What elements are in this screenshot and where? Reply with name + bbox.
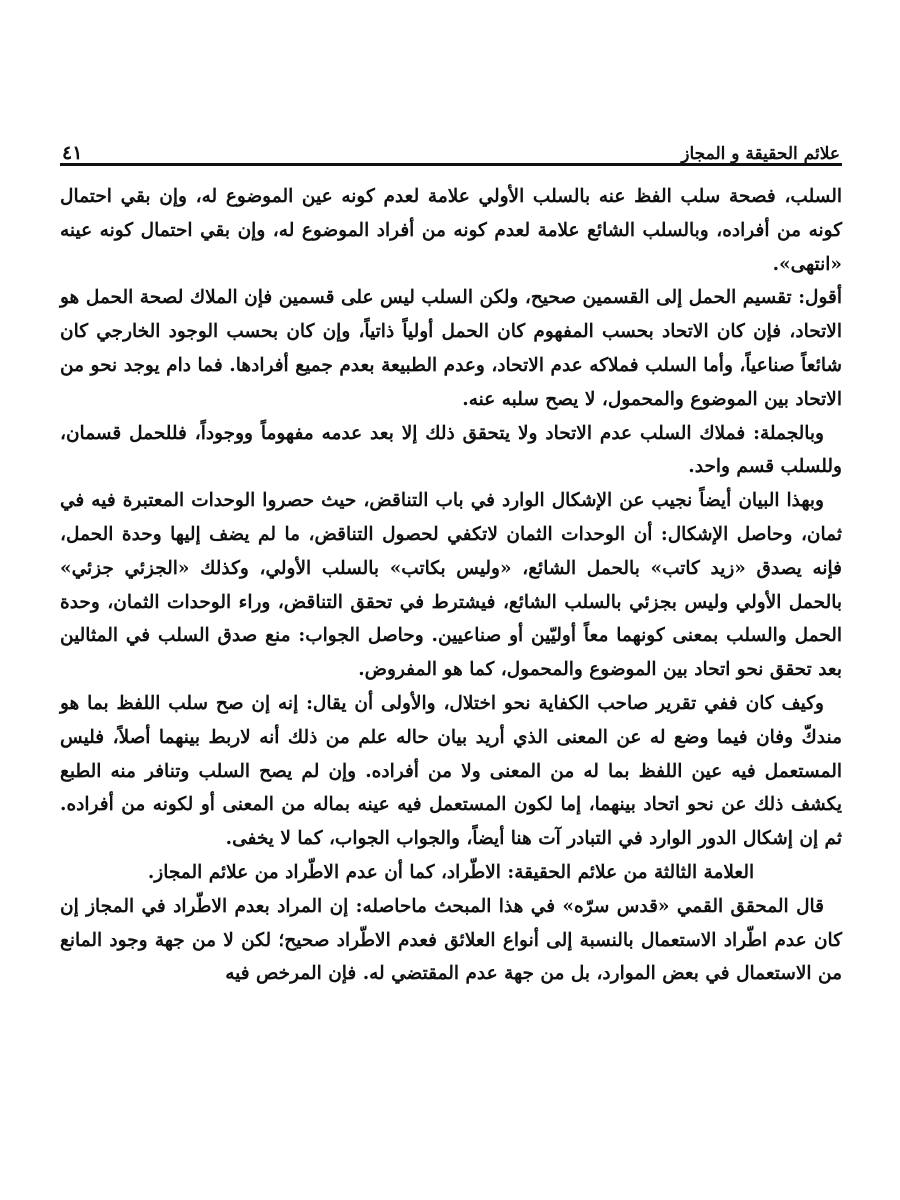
paragraph-text: وبهذا البيان أيضاً نجيب عن الإشكال الوارد في باب التناقض، حيث حصروا الوحدات المعتبرة فيه في ثمان، وحاصل الإشكال: أن الوحدات الثمان لاتكفي لحصول التناقض، ما لم يضف إليها وحدة الحمل، فإنه يصدق «زيد كاتب» بالحمل الشائع، «وليس بكاتب» بالسلب الأولي، وكذلك «الجزئي جزئي» بالحمل الأولي وليس بجزئي بالسلب الشائع، فيشترط في تحقق التناقض، وراء الوحدات الثمان، وحدة الحمل والسلب بمعنى كونهما معاً أوليّين أو صناعيين. وحاصل الجواب: منع صدق السلب في المثالين بعد تحقق نحو اتحاد بين الموضوع والمحمول، كما هو المفروض. — [60, 490, 842, 681]
paragraph-text: السلب، فصحة سلب الفظ عنه بالسلب الأولي علامة لعدم كونه عين الموضوع له، وإن بقي احتمال كونه من أفراده، وبالسلب الشائع علامة لعدم كونه من أفراد الموضوع له، وإن بقي احتمال كونه عينه «انتهى». — [60, 186, 842, 275]
paragraph-3 — [60, 417, 842, 485]
paragraph-lead: أقول: — [798, 287, 842, 309]
paragraph-4 — [60, 484, 842, 687]
section-heading-text: العلامة الثالثة من علائم الحقيقة: الاطّراد، كما أن عدم الاطّراد من علائم المجاز. — [147, 861, 755, 883]
paragraph-text: وكيف كان ففي تقرير صاحب الكفاية نحو اختلال، والأولى أن يقال: إنه إن صح سلب اللفظ بما هو مندكّ وفان فيما وضع له عن المعنى الذي أريد بيان حاله علم من ذلك أنه لاربط بينهما أصلاً، فليس المستعمل فيه عين اللفظ بما له من المعنى ولا من أفراده. وإن لم يصح السلب وتنافر منه الطبع يكشف ذلك عن نحو اتحاد بينهما، إما لكون المستعمل فيه عينه بماله من المعنى أو لكونه من أفراده. ثم إن إشكال الدور الوارد في التبادر آت هنا أيضاً، والجواب الجواب، كما لا يخفى. — [60, 692, 842, 850]
paragraph-text: تقسيم الحمل إلى القسمين صحيح، ولكن السلب ليس على قسمين فإن الملاك لصحة الحمل هو الاتحاد، فإن كان الاتحاد بحسب المفهوم كان الحمل أولياً ذاتياً، وإن كان بحسب الوجود الخارجي كان شائعاً صناعياً، وأما السلب فملاكه عدم الاتحاد، وعدم الطبيعة بعدم جميع أفرادها. فما دام يوجد نحو من الاتحاد بين الموضوع والمحمول، لا يصح سلبه عنه. — [60, 287, 842, 410]
page-body — [60, 180, 842, 991]
paragraph-lead: وبالجملة: — [753, 422, 824, 444]
header-rule — [60, 163, 842, 166]
section-heading-third-sign — [60, 856, 842, 890]
paragraph-5 — [60, 687, 842, 856]
paragraph-7 — [60, 890, 842, 991]
page-number: ٤١ — [62, 142, 83, 164]
paragraph-text: قال المحقق القمي «قدس سرّه» في هذا المبحث ماحاصله: إن المراد بعدم الاطّراد في المجاز إن كان عدم اطّراد الاستعمال بالنسبة إلى أنواع العلائق فعدم الاطّراد صحيح؛ لكن لا من جهة وجود المانع من الاستعمال في بعض الموارد، بل من جهة عدم المقتضي له. فإن المرخص فيه — [60, 895, 842, 985]
running-title: علائم الحقيقة و المجاز — [681, 144, 840, 164]
paragraph-1 — [60, 180, 842, 281]
running-header — [62, 138, 840, 164]
paragraph-text: فملاك السلب عدم الاتحاد ولا يتحقق ذلك إلا بعد عدمه مفهوماً ووجوداً، فللحمل قسمان، وللسلب قسم واحد. — [60, 422, 842, 478]
paragraph-2 — [60, 281, 842, 416]
